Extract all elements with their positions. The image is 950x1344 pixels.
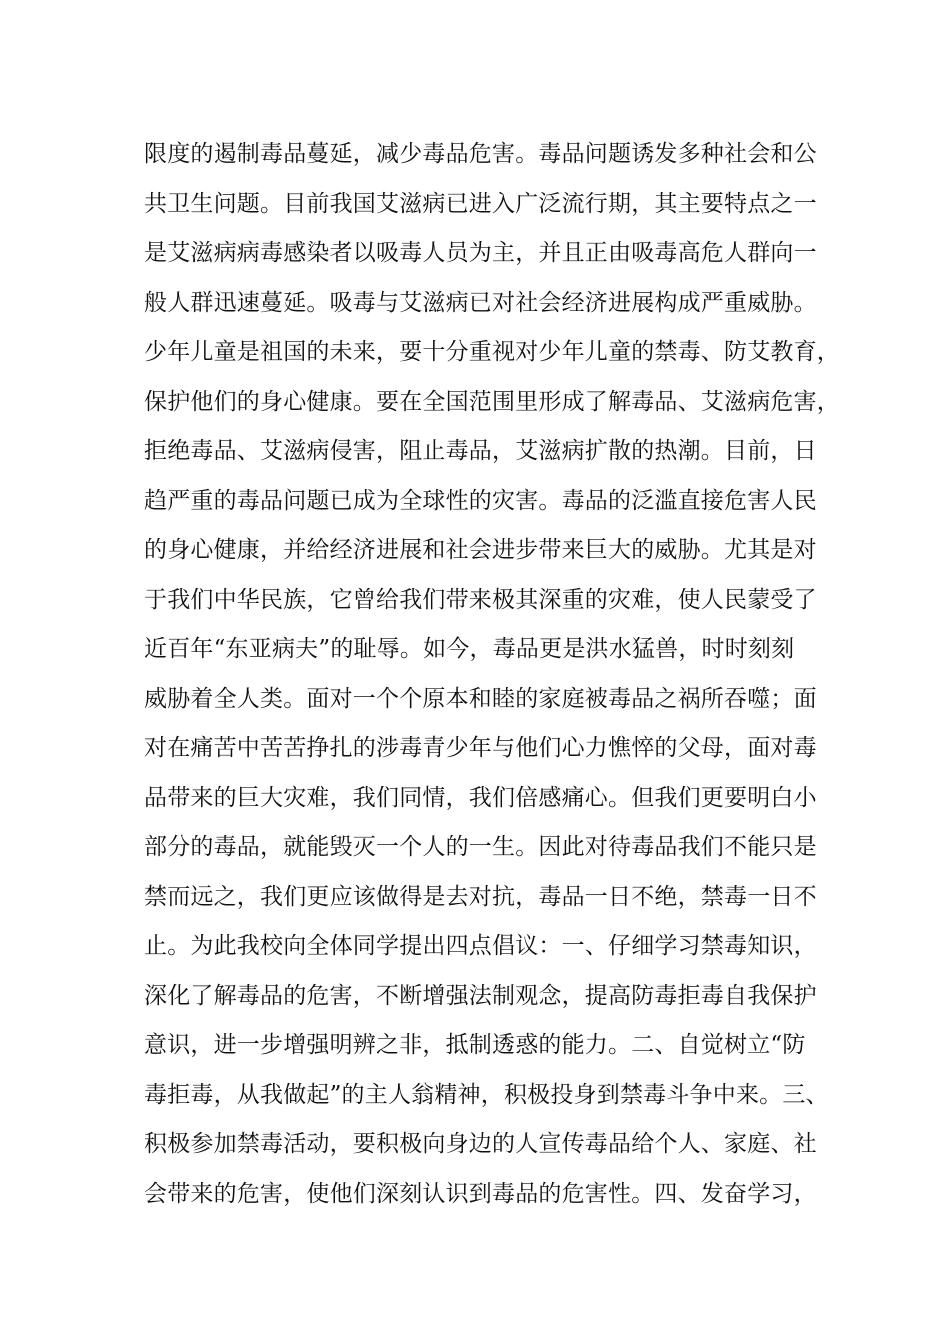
text-line: 禁而远之，我们更应该做得是去对抗，毒品一日不绝，禁毒一日不 <box>144 883 817 910</box>
text-line: 对在痛苦中苦苦挣扎的涉毒青少年与他们心力憔悴的父母，面对毒 <box>144 735 817 761</box>
text-line: 的身心健康，并给经济进展和社会进步带来巨大的威胁。尤其是对 <box>144 537 817 563</box>
text-line: 意识，进一步增强明辨之非，抵制透惑的能力。二、自觉树立“防 <box>144 1032 806 1058</box>
text-line: 毒拒毒，从我做起”的主人翁精神，积极投身到禁毒斗争中来。三、 <box>144 1081 829 1108</box>
body-text <box>144 130 840 1219</box>
text-line: 威胁着全人类。面对一个个原本和睦的家庭被毒品之祸所吞噬；面 <box>144 685 817 712</box>
text-line: 止。为此我校向全体同学提出四点倡议：一、仔细学习禁毒知识， <box>144 933 817 959</box>
text-line: 积极参加禁毒活动，要积极向身边的人宣传毒品给个人、家庭、社 <box>144 1131 817 1157</box>
text-line: 般人群迅速蔓延。吸毒与艾滋病已对社会经济进展构成严重威胁。 <box>144 289 817 316</box>
text-line: 深化了解毒品的危害，不断增强法制观念，提高防毒拒毒自我保护 <box>144 982 817 1009</box>
text-line: 趋严重的毒品问题已成为全球性的灾害。毒品的泛滥直接危害人民 <box>144 487 817 514</box>
text-line: 会带来的危害，使他们深刻认识到毒品的危害性。四、发奋学习， <box>144 1180 817 1207</box>
text-line: 近百年“东亚病夫”的耻辱。如今，毒品更是洪水猛兽，时时刻刻 <box>144 636 795 662</box>
text-line: 于我们中华民族，它曾给我们带来极其深重的灾难，使人民蒙受了 <box>144 586 817 613</box>
text-line: 拒绝毒品、艾滋病侵害，阻止毒品，艾滋病扩散的热潮。目前，日 <box>144 438 817 464</box>
text-line: 是艾滋病病毒感染者以吸毒人员为主，并且正由吸毒高危人群向一 <box>144 240 817 266</box>
text-line: 部分的毒品，就能毁灭一个人的一生。因此对待毒品我们不能只是 <box>144 834 817 860</box>
text-line: 限度的遏制毒品蔓延，减少毒品危害。毒品问题诱发多种社会和公 <box>144 141 817 167</box>
text-line: 共卫生问题。目前我国艾滋病已进入广泛流行期，其主要特点之一 <box>144 190 817 217</box>
text-line: 品带来的巨大灾难，我们同情，我们倍感痛心。但我们更要明白小 <box>144 784 817 811</box>
text-line: 少年儿童是祖国的未来，要十分重视对少年儿童的禁毒、防艾教育， <box>144 339 840 365</box>
text-line: 保护他们的身心健康。要在全国范围里形成了解毒品、艾滋病危害， <box>144 388 840 415</box>
